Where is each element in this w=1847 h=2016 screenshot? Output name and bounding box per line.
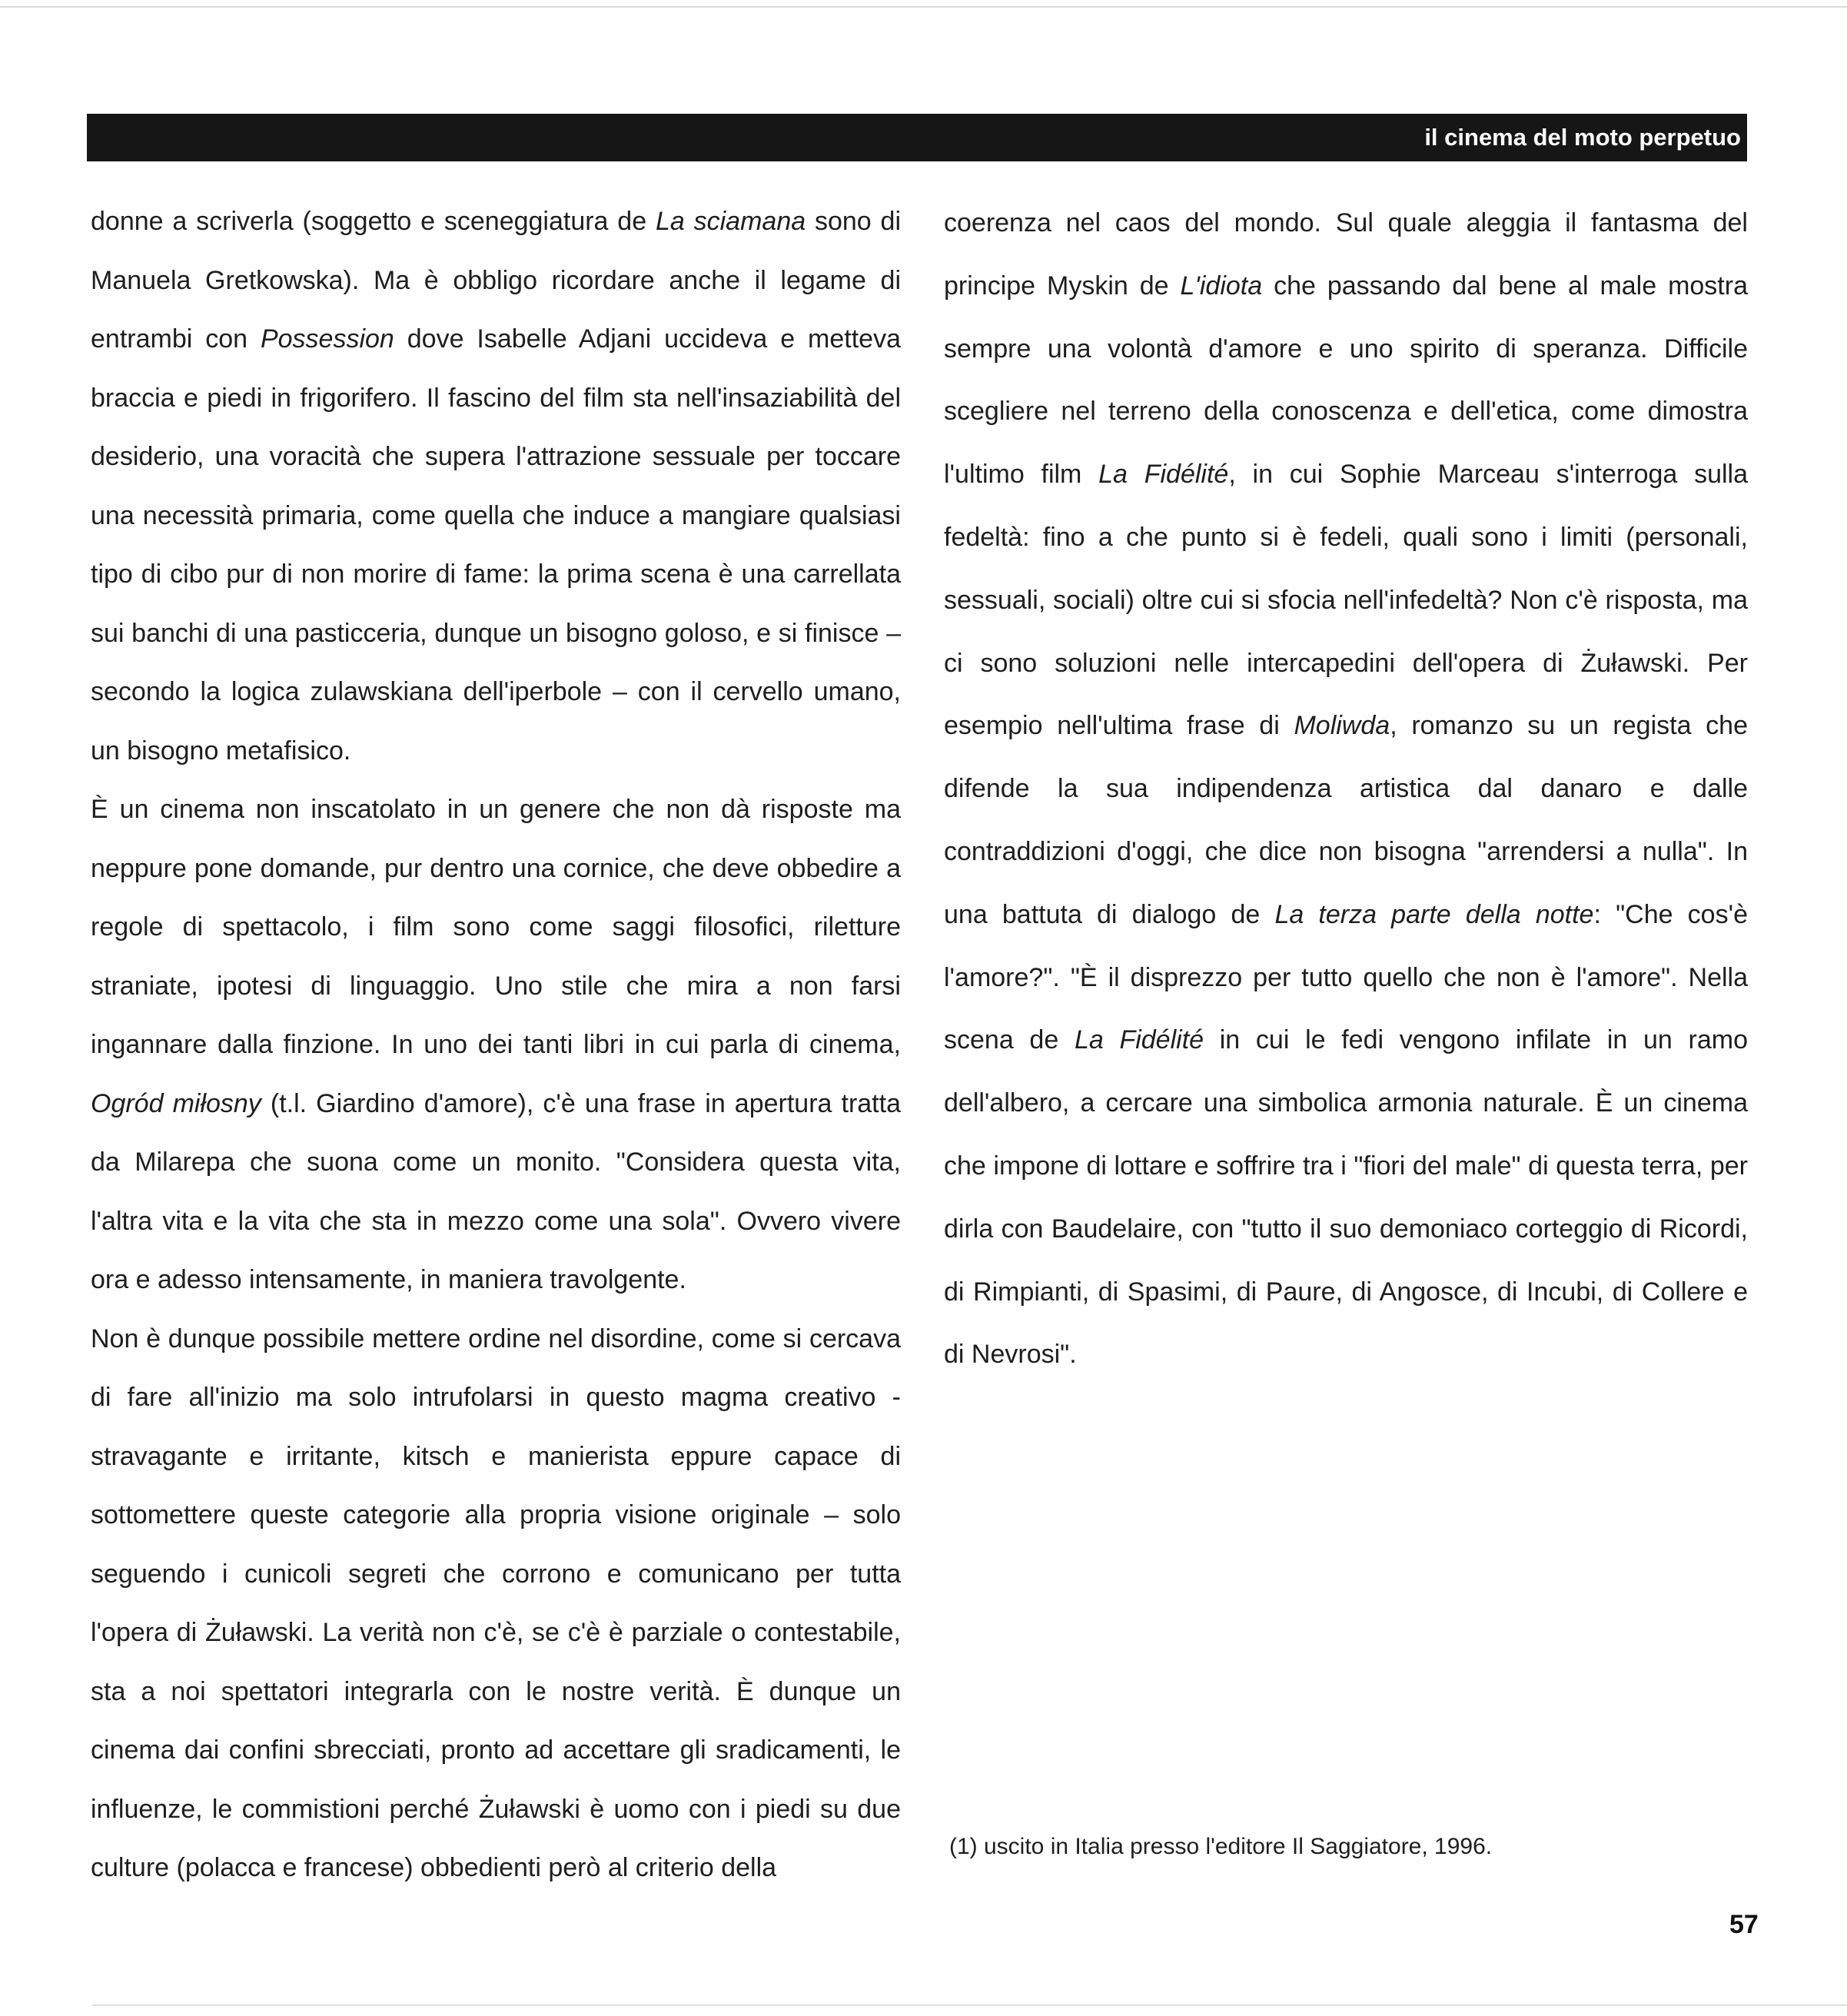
text-run: , in cui Sophie Marceau s'interroga sulla fedeltà: fino a che punto si è fedeli, quali sono i limiti (personali, sessuali, sociali) oltre cui si sfocia nell'infedeltà? Non c'è risposta, ma ci sono soluzioni nelle intercapedini dell'opera di Żuławski. Per esempio nell'ultima frase di bbox=[944, 460, 1748, 741]
text-run: sono di Manuela Gretkowska). Ma è obbligo ricordare anche il legame di entrambi con bbox=[91, 207, 902, 354]
scan-edge-bottom bbox=[92, 2004, 1847, 2006]
text-run: dove Isabelle Adjani uccideva e metteva braccia e piedi in frigorifero. Il fascino del film sta nell'insaziabilità del desiderio, una voracità che supera l'attrazione sessuale per toccare una necessità primaria, come quella che induce a mangiare qualsiasi tipo di cibo pur di non morire di fame: la prima scena è una carrellata sui banchi di una pasticceria, dunque un bisogno goloso, e si finisce – secondo la logica zulawskiana dell'iperbole – con il cervello umano, un bisogno metafisico. bbox=[91, 324, 901, 766]
text-run: in cui le fedi vengono infilate in un ramo dell'albero, a cercare una simbolica armonia naturale. È un cinema che impone di lottare e soffrire tra i "fiori del male" di questa terra, per dirla con Baudelaire, con "tutto il suo demoniaco corteggio di Ricordi, di Rimpianti, di Spasimi, di Paure, di Angosce, di Incubi, di Collere e di Nevrosi". bbox=[944, 1025, 1748, 1370]
left-text-column bbox=[91, 192, 901, 1898]
film-title: La Fidélité bbox=[1098, 460, 1229, 490]
running-header-title: il cinema del moto perpetuo bbox=[1424, 124, 1741, 151]
book-title: Moliwda bbox=[1294, 711, 1390, 741]
text-run: Non è dunque possibile mettere ordine nel disordine, come si cercava di fare all'inizio ma solo intrufolarsi in questo magma creativo - stravagante e irritante, kitsch e manierista eppure capace di sottomettere queste categorie alla propria visione originale – solo seguendo i cunicoli segreti che corrono e comunicano per tutta l'opera di Żuławski. La verità non c'è, se c'è è parziale o contestabile, sta a noi spettatori integrarla con le nostre verità. È dunque un cinema dai confini sbrecciati, pronto ad accettare gli sradicamenti, le influenze, le commistioni perché Żuławski è uomo con i piedi su due culture (polacca e francese) obbedienti però al criterio della bbox=[91, 1324, 901, 1882]
film-title: La terza parte della notte bbox=[1274, 899, 1594, 929]
film-title: Possession bbox=[260, 324, 394, 354]
book-title: L'idiota bbox=[1180, 271, 1263, 301]
text-run: : "Che cos'è l'amore?". "È il disprezzo per tutto quello che non è l'amore". Nella scena de bbox=[944, 899, 1748, 1055]
text-run: donne a scriverla (soggetto e sceneggiatura de bbox=[91, 207, 656, 236]
scan-edge-top bbox=[0, 6, 1847, 8]
text-run: che passando dal bene al male mostra sempre una volontà d'amore e uno spirito di speranza. Difficile scegliere nel terreno della conoscenza e dell'etica, come dimostra l'ultimo film bbox=[944, 271, 1748, 490]
film-title: La sciamana bbox=[655, 207, 806, 236]
text-run: coerenza nel caos del mondo. Sul quale aleggia il fantasma del principe Myskin de bbox=[944, 208, 1748, 301]
right-text-column bbox=[944, 192, 1748, 1387]
text-run: , romanzo su un regista che difende la sua indipendenza artistica dal danaro e dalle contraddizioni d'oggi, che dice non bisogna "arrendersi a nulla". In una battuta di dialogo de bbox=[944, 711, 1748, 929]
text-run: (t.l. Giardino d'amore), c'è una frase in apertura tratta da Milarepa che suona come un monito. "Considera questa vita, l'altra vita e la vita che sta in mezzo come una sola". Ovvero vivere ora e adesso intensamente, in maniera travolgente. bbox=[91, 1088, 901, 1294]
paragraph bbox=[944, 192, 1748, 1387]
text-run: È un cinema non inscatolato in un genere che non dà risposte ma neppure pone domande, pur dentro una cornice, che deve obbedire a regole di spettacolo, i film sono come saggi filosofici, riletture straniate, ipotesi di linguaggio. Uno stile che mira a non farsi ingannare dalla finzione. In uno dei tanti libri in cui parla di cinema, bbox=[91, 795, 901, 1059]
paragraph bbox=[91, 192, 901, 780]
running-header-bar bbox=[87, 114, 1747, 161]
paragraph bbox=[91, 780, 901, 1310]
page-number: 57 bbox=[1729, 1910, 1759, 1939]
film-title: La Fidélité bbox=[1074, 1025, 1204, 1055]
paragraph bbox=[91, 1310, 901, 1898]
footnote: (1) uscito in Italia presso l'editore Il Saggiatore, 1996. bbox=[949, 1834, 1493, 1859]
book-title: Ogród miłosny bbox=[91, 1088, 261, 1118]
